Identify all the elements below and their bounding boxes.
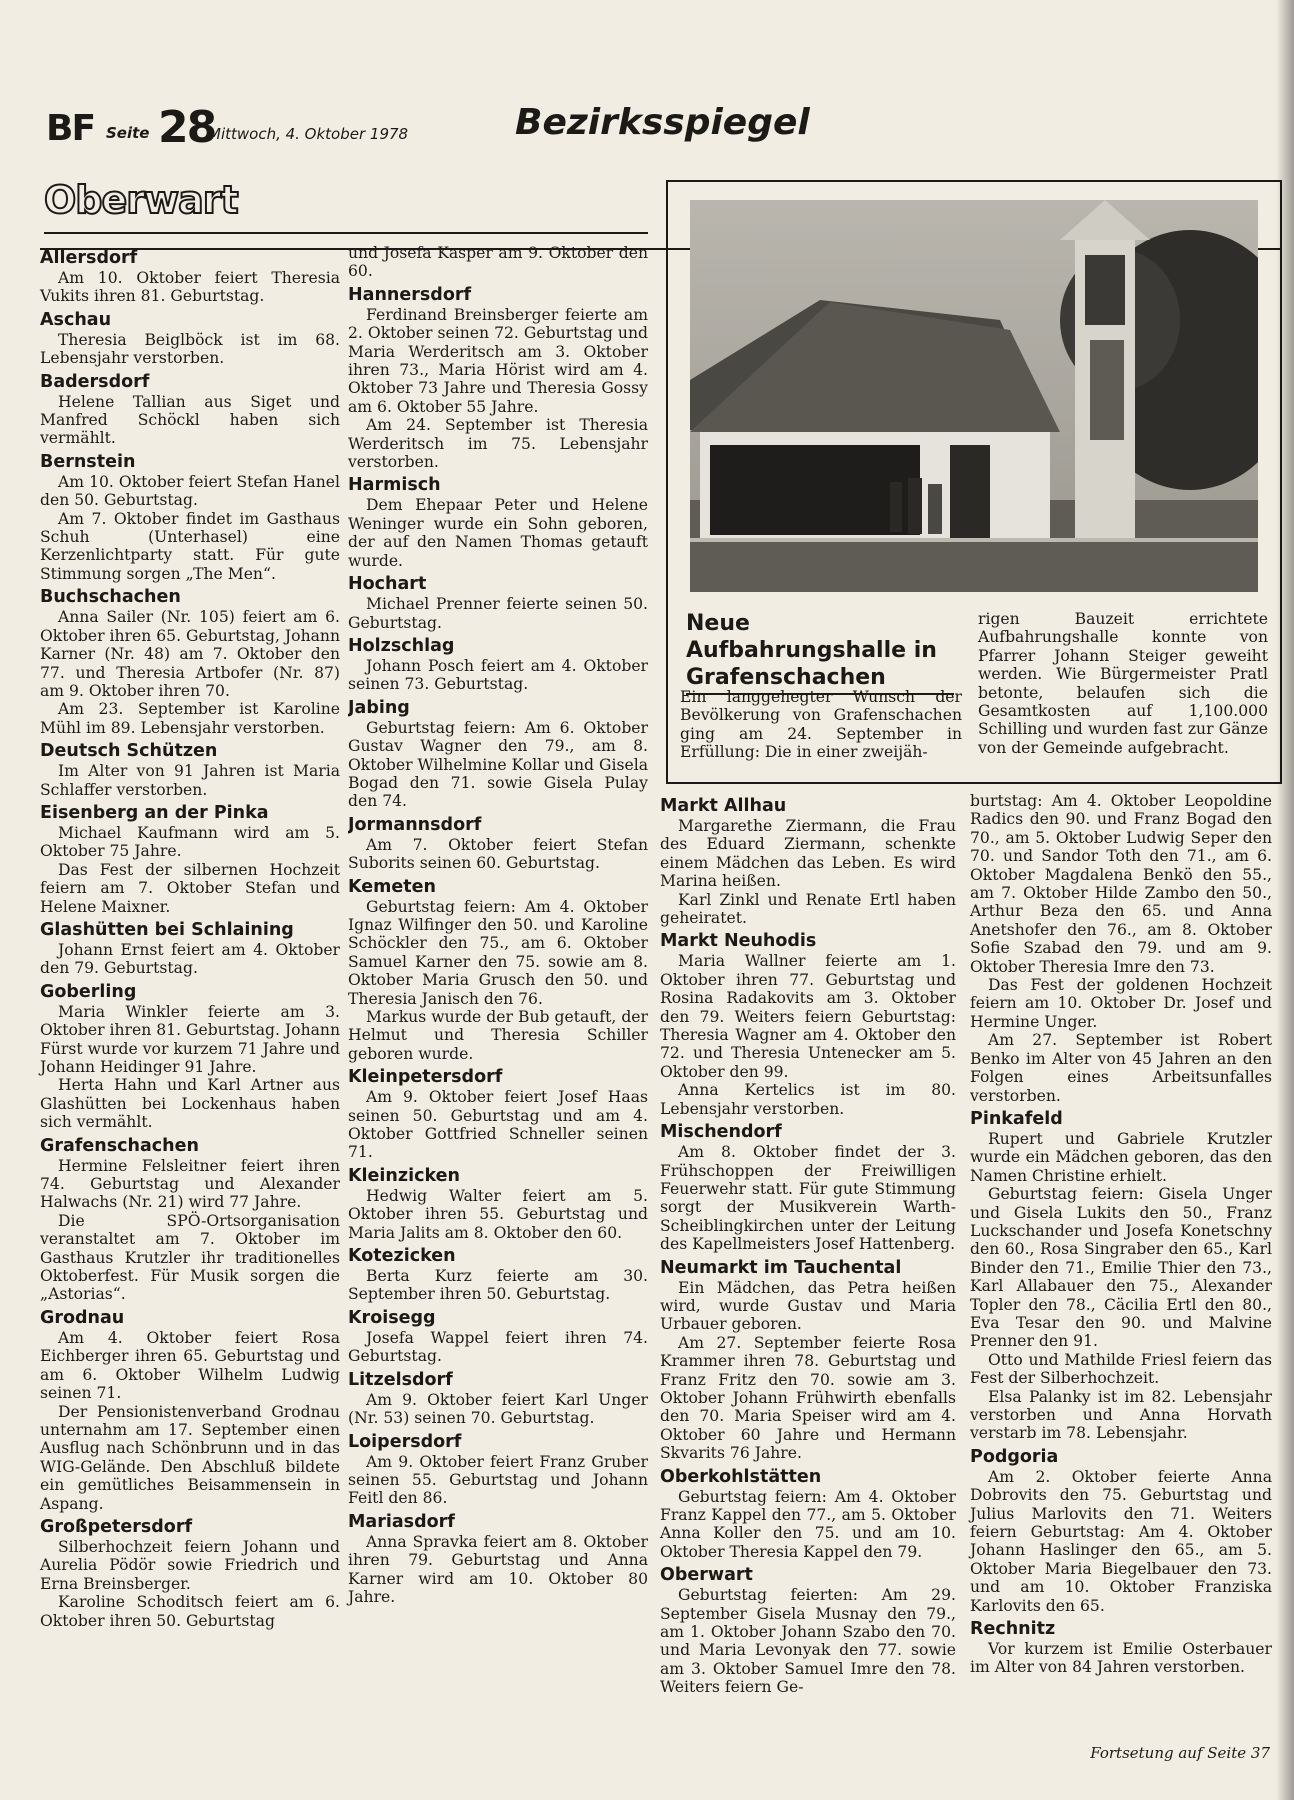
news-paragraph: Die SPÖ-Ortsorganisation veranstaltet am 7. Oktober im Gasthaus Krutzler ihr traditionelles Oktoberfest. Für Musik sorgen die „Astorias“. (40, 1211, 340, 1304)
news-paragraph: Margarethe Ziermann, die Frau des Eduard Ziermann, schenkte einem Mädchen das Leben. Es wird Marina heißen. (660, 817, 956, 891)
place-heading: Hannersdorf (348, 284, 472, 305)
page-number: 28 (158, 102, 216, 153)
news-paragraph: Theresia Beiglböck ist im 68. Lebensjahr verstorben. (40, 330, 340, 368)
news-paragraph: Markus wurde der Bub getauft, der Helmut und Theresia Schiller geboren wurde. (348, 1008, 648, 1063)
news-paragraph: Anna Sailer (Nr. 105) feiert am 6. Oktober ihren 65. Geburtstag, Johann Karner (Nr. 48) am 7. Oktober den 77. und Theresia Artbofer (Nr. 87) am 9. Oktober ihren 70. (40, 608, 340, 700)
place-heading: Eisenberg an der Pinka (40, 802, 269, 823)
news-paragraph: Johann Posch feiert am 4. Oktober seinen 73. Geburtstag. (348, 656, 648, 694)
place-heading: Grafenschachen (40, 1135, 199, 1156)
news-paragraph: Am 9. Oktober feiert Franz Gruber seinen 55. Geburtstag und Johann Feitl den 86. (348, 1452, 648, 1508)
news-paragraph: Karl Zinkl und Renate Ertl haben geheiratet. (660, 890, 956, 928)
news-paragraph: Elsa Palanky ist im 82. Lebensjahr verstorben und Anna Horvath verstarb im 78. Lebensjahr. (970, 1387, 1272, 1443)
feature-photo (690, 200, 1258, 592)
page-label: Seite (106, 124, 150, 142)
news-paragraph: Josefa Wappel feiert ihren 74. Geburtstag. (348, 1328, 648, 1366)
news-paragraph: Das Fest der silbernen Hochzeit feiern am 7. Oktober Stefan und Helene Maixner. (40, 860, 340, 916)
place-heading: Buchschachen (40, 587, 181, 608)
news-paragraph: Ferdinand Breinsberger feierte am 2. Oktober seinen 72. Geburtstag und Maria Werderitsch am 3. Oktober ihren 73., Maria Hörist wird am 4. Oktober 73 Jahre und Theresia Gossy am 6. Oktober 55 Jahre. (348, 305, 648, 416)
place-heading: Kleinzicken (348, 1165, 460, 1186)
place-heading: Pinkafeld (970, 1108, 1063, 1129)
place-heading: Jabing (348, 697, 410, 718)
continued-text: burtstag: Am 4. Oktober Leopoldine Radics den 90. und Franz Bogad den 70., am 5. Oktober Ludwig Seper den 70. und Sandor Toth den 71., am 6. Oktober Magdalena Benkö den 55., am 7. Oktober Hilde Zambo den 50., Arthur Beza den 65. und Anna Anetshofer den 76., am 8. Oktober Sofie Szabad den 79. und am 9. Oktober Theresia Imre den 73. (970, 792, 1272, 976)
place-heading: Deutsch Schützen (40, 741, 218, 762)
news-paragraph: Helene Tallian aus Siget und Manfred Schöckl haben sich vermählt. (40, 392, 340, 448)
place-heading: Badersdorf (40, 371, 150, 392)
feature-text-right: rigen Bauzeit errichtete Aufbahrungshalle konnte von Pfarrer Johann Steiger geweiht werden. Wie Bürgermeister Pratl betonte, belaufen sich die Gesamtkosten auf 1,100.000 Schilling und wurden fast zur Gänze von der Gemeinde aufgebracht. (978, 610, 1268, 757)
feature-headline: Neue Aufbahrungshalle in Grafenschachen (686, 610, 954, 695)
news-paragraph: Der Pensionistenverband Grodnau unternahm am 17. September einen Ausflug nach Schönbrunn und in das WIG-Gelände. Den Abschluß bildete ein gemütliches Beisammensein in Aspang. (40, 1402, 340, 1513)
place-heading: Mischendorf (660, 1122, 782, 1143)
news-paragraph: Rupert und Gabriele Krutzler wurde ein Mädchen geboren, das den Namen Christine erhielt. (970, 1129, 1272, 1185)
page-fold-shadow (1276, 0, 1294, 1800)
column-2-entries (348, 284, 648, 1607)
masthead (40, 98, 1280, 154)
place-heading: Holzschlag (348, 635, 455, 656)
column-2 (348, 244, 648, 1606)
place-heading: Mariasdorf (348, 1511, 455, 1532)
news-paragraph: Am 23. September ist Karoline Mühl im 89. Lebensjahr verstorben. (40, 700, 340, 737)
continued-text: Das Fest der goldenen Hochzeit feiern am 10. Oktober Dr. Josef und Hermine Unger. (970, 976, 1272, 1031)
news-paragraph: Geburtstag feiern: Am 4. Oktober Ignaz Wilfinger den 50. und Karoline Schöckler den 75., am 6. Oktober Samuel Karner den 75. sowie am 8. Oktober Maria Grusch den 50. und Theresia Janisch den 76. (348, 897, 648, 1008)
news-paragraph: Am 9. Oktober feiert Josef Haas seinen 50. Geburtstag und am 4. Oktober Gottfried Schneller seinen 71. (348, 1088, 648, 1162)
news-paragraph: Silberhochzeit feiern Johann und Aurelia Pödör sowie Friedrich und Erna Breinsberger. (40, 1537, 340, 1593)
place-heading: Kleinpetersdorf (348, 1067, 503, 1088)
place-heading: Hochart (348, 574, 427, 595)
place-heading: Bernstein (40, 451, 136, 472)
place-heading: Oberkohlstätten (660, 1466, 822, 1487)
news-paragraph: Anna Spravka feiert am 8. Oktober ihren 79. Geburtstag und Anna Karner wird am 10. Oktober 80 Jahre. (348, 1532, 648, 1606)
news-paragraph: Geburtstag feiern: Gisela Unger und Gisela Lukits den 50., Franz Luckschander und Josefa Konetschny den 60., Rosa Singraber den 65., Karl Binder den 71., Emilie Thier den 73., Karl Allabauer den 75., Alexander Topler den 78., Cäcilia Ertl den 80., Eva Tesar den 90. und Malvine Prenner den 91. (970, 1185, 1272, 1351)
news-paragraph: Vor kurzem ist Emilie Osterbauer im Alter von 84 Jahren verstorben. (970, 1640, 1272, 1677)
news-paragraph: Am 8. Oktober findet der 3. Frühschoppen der Freiwilligen Feuerwehr statt. Für gute Stimmung sorgt der Musikverein Warth-Scheiblingkirchen unter der Leitung des Kapellmeisters Josef Hattenberg. (660, 1143, 956, 1254)
column-1 (40, 244, 340, 1630)
place-heading: Jormannsdorf (348, 814, 482, 835)
news-paragraph: Hermine Felsleitner feiert ihren 74. Geburtstag und Alexander Halwachs (Nr. 21) wird 77 Jahre. (40, 1156, 340, 1212)
place-heading: Litzelsdorf (348, 1369, 453, 1390)
place-heading: Glashütten bei Schlaining (40, 919, 294, 940)
section-title: Bezirksspiegel (515, 102, 810, 143)
news-paragraph: Im Alter von 91 Jahren ist Maria Schlaffer verstorben. (40, 762, 340, 799)
place-heading: Podgoria (970, 1446, 1059, 1467)
place-heading: Kroisegg (348, 1307, 436, 1328)
place-heading: Markt Neuhodis (660, 931, 817, 952)
news-paragraph: Dem Ehepaar Peter und Helene Weninger wurde ein Sohn geboren, der auf den Namen Thomas getauft wurde. (348, 496, 648, 570)
news-paragraph: Michael Kaufmann wird am 5. Oktober 75 Jahre. (40, 823, 340, 861)
news-paragraph: Am 2. Oktober feierte Anna Dobrovits den 75. Geburtstag und Julius Marlovits den 71. Weiters feiern Geburtstag: Am 4. Oktober Johann Haslinger den 65., am 5. Oktober Maria Biegelbauer den 73. und am 10. Oktober Franziska Karlovits den 65. (970, 1467, 1272, 1615)
news-paragraph: Am 24. September ist Theresia Werderitsch im 75. Lebensjahr verstorben. (348, 416, 648, 472)
place-heading: Allersdorf (40, 248, 138, 268)
news-paragraph: Hedwig Walter feiert am 5. Oktober ihren 55. Geburtstag und Maria Jalits am 8. Oktober den 60. (348, 1186, 648, 1242)
region-title: Oberwart (44, 178, 238, 222)
issue-date: Mittwoch, 4. Oktober 1978 (208, 125, 409, 143)
place-heading: Rechnitz (970, 1619, 1056, 1640)
news-paragraph: Am 9. Oktober feiert Karl Unger (Nr. 53) seinen 70. Geburtstag. (348, 1390, 648, 1428)
continuation-note: Fortsetung auf Seite 37 (1090, 1744, 1270, 1762)
news-paragraph: Maria Wallner feierte am 1. Oktober ihren 77. Geburtstag und Rosina Radakovits am 3. Oktober den 79. Weiters feiern Geburtstag: Theresia Wagner am 4. Oktober den 72. und Theresia Untenecker am 5. Oktober den 99. (660, 952, 956, 1081)
place-heading: Aschau (40, 309, 112, 330)
continued-text: und Josefa Kasper am 9. Oktober den 60. (348, 244, 648, 281)
place-heading: Markt Allhau (660, 796, 787, 816)
newspaper-logo: BF (46, 108, 95, 149)
news-paragraph: Ein Mädchen, das Petra heißen wird, wurde Gustav und Maria Urbauer geboren. (660, 1278, 956, 1334)
news-paragraph: Geburtstag feiern: Am 6. Oktober Gustav Wagner den 79., am 8. Oktober Wilhelmine Kollar und Gisela Bogad den 71. sowie Gisela Pulay den 74. (348, 718, 648, 811)
place-heading: Neumarkt im Tauchental (660, 1257, 902, 1278)
funeral-hall-photo (690, 200, 1258, 592)
news-paragraph: Michael Prenner feierte seinen 50. Geburtstag. (348, 595, 648, 632)
column-4 (970, 792, 1272, 1677)
news-paragraph: Otto und Mathilde Friesl feiern das Fest der Silberhochzeit. (970, 1350, 1272, 1388)
news-paragraph: Berta Kurz feierte am 30. September ihren 50. Geburtstag. (348, 1267, 648, 1304)
news-paragraph: Am 10. Oktober feiert Stefan Hanel den 50. Geburtstag. (40, 472, 340, 510)
place-heading: Oberwart (660, 1565, 753, 1586)
news-paragraph: Geburtstag feierten: Am 29. September Gisela Musnay den 79., am 1. Oktober Johann Szabo den 70. und Maria Levonyak den 77. sowie am 3. Oktober Samuel Imre den 78. Weiters feiern Ge- (660, 1586, 956, 1697)
feature-box (666, 180, 1282, 784)
news-paragraph: Johann Ernst feiert am 4. Oktober den 79. Geburtstag. (40, 940, 340, 978)
place-heading: Kotezicken (348, 1246, 456, 1267)
news-paragraph: Am 27. September feierte Rosa Krammer ihren 78. Geburtstag und Franz Fritz den 70. sowie am 3. Oktober Johann Frühwirth ebenfalls den 70. Maria Speiser wird am 4. Oktober 60 Jahre und Hermann Skvarits 76 Jahre. (660, 1333, 956, 1463)
place-heading: Goberling (40, 981, 137, 1002)
news-paragraph: Am 7. Oktober feiert Stefan Suborits seinen 60. Geburtstag. (348, 835, 648, 873)
news-paragraph: Am 4. Oktober feiert Rosa Eichberger ihren 65. Geburtstag und am 6. Oktober Wilhelm Ludwig seinen 71. (40, 1328, 340, 1403)
continued-text: Am 27. September ist Robert Benko im Alter von 45 Jahren an den Folgen eines Arbeitsunfalles verstorben. (970, 1031, 1272, 1105)
news-paragraph: Am 10. Oktober feiert Theresia Vukits ihren 81. Geburtstag. (40, 269, 340, 306)
news-paragraph: Am 7. Oktober findet im Gasthaus Schuh (Unterhasel) eine Kerzenlichtparty statt. Für gute Stimmung sorgen „The Men“. (40, 509, 340, 583)
place-heading: Kemeten (348, 876, 436, 897)
news-paragraph: Geburtstag feiern: Am 4. Oktober Franz Kappel den 77., am 5. Oktober Anna Koller den 75. und am 10. Oktober Theresia Kappel den 79. (660, 1487, 956, 1561)
column-3 (660, 792, 956, 1697)
column-4-entries (970, 1108, 1272, 1677)
place-heading: Loipersdorf (348, 1431, 462, 1452)
news-paragraph: Herta Hahn und Karl Artner aus Glashütten bei Lockenhaus haben sich vermählt. (40, 1076, 340, 1132)
feature-text-left: Ein langgehegter Wunsch der Bevölkerung von Grafenschachen ging am 24. September in Erfüllung: Die in einer zweijäh- (680, 688, 962, 762)
place-heading: Harmisch (348, 475, 441, 496)
news-paragraph: Anna Kertelics ist im 80. Lebensjahr verstorben. (660, 1081, 956, 1118)
place-heading: Grodnau (40, 1307, 125, 1328)
place-heading: Großpetersdorf (40, 1516, 193, 1537)
news-paragraph: Maria Winkler feierte am 3. Oktober ihren 81. Geburtstag. Johann Fürst wurde vor kurzem 71 Jahre und Johann Heidinger 91 Jahre. (40, 1002, 340, 1076)
news-paragraph: Karoline Schoditsch feiert am 6. Oktober ihren 50. Geburtstag (40, 1593, 340, 1630)
region-rule (44, 232, 648, 234)
